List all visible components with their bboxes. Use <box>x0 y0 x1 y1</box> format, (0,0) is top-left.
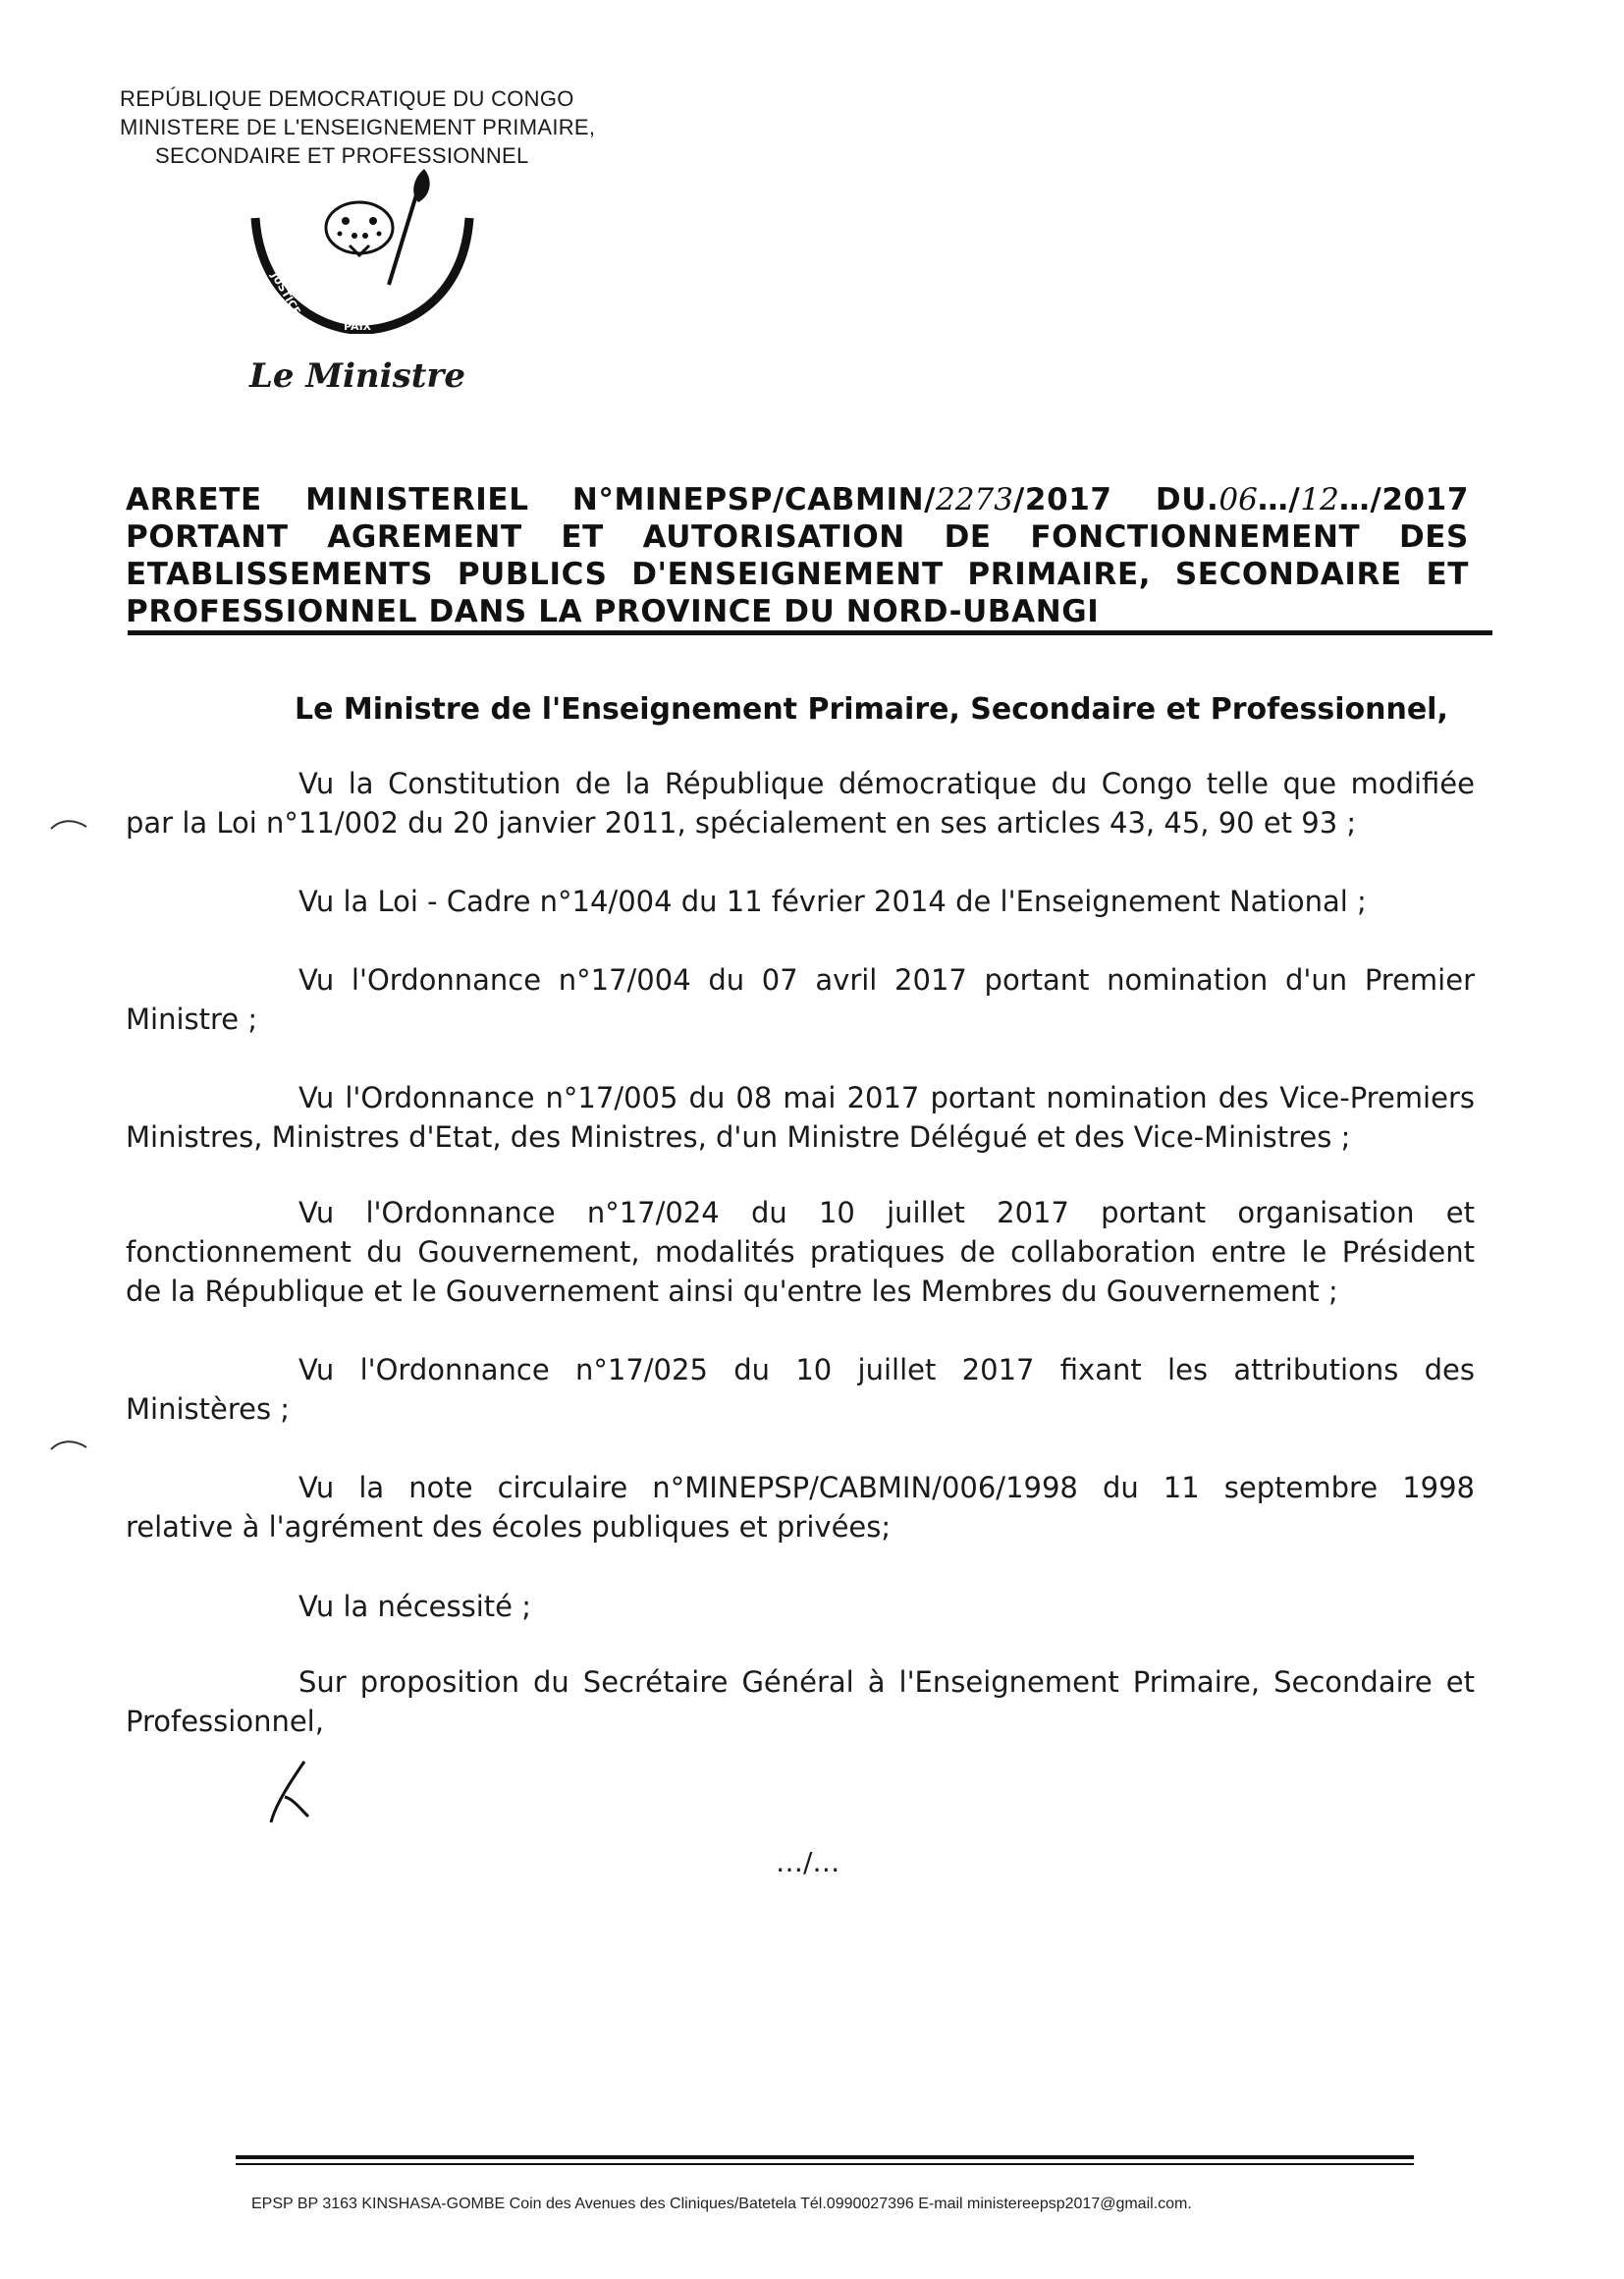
title-line-3: ETABLISSEMENTS PUBLICS D'ENSEIGNEMENT PRIMAIRE, SECONDAIRE ET <box>126 557 1469 592</box>
visa-line: fonctionnement du Gouvernement, modalités pratiques de collaboration entre le Président <box>126 1235 1475 1269</box>
title-underline <box>128 630 1492 635</box>
visa-ordonnance-17-004 <box>126 960 1475 1039</box>
visa-necessite <box>126 1587 1475 1626</box>
visa-note-circulaire <box>126 1468 1475 1546</box>
visa-line: Vu la note circulaire n°MINEPSP/CABMIN/006/1998 du 11 septembre 1998 <box>298 1471 1475 1504</box>
visa-line: Vu l'Ordonnance n°17/004 du 07 avril 2017 portant nomination d'un Premier <box>298 963 1475 997</box>
visa-line: Vu l'Ordonnance n°17/005 du 08 mai 2017 portant nomination des Vice-Premiers <box>298 1081 1475 1114</box>
visa-line: Vu l'Ordonnance n°17/025 du 10 juillet 2017 fixant les attributions des <box>298 1353 1475 1386</box>
visa-line: de la République et le Gouvernement ainsi qu'entre les Membres du Gouvernement ; <box>126 1275 1338 1308</box>
margin-punch-mark <box>49 1438 88 1453</box>
footer-rule-thin <box>236 2163 1414 2165</box>
visa-loi-cadre <box>126 882 1475 921</box>
title-line-4: PROFESSIONNEL DANS LA PROVINCE DU NORD-UBANGI <box>126 594 1100 629</box>
footer-rule <box>236 2155 1414 2159</box>
decree-title <box>126 481 1469 630</box>
visa-line: par la Loi n°11/002 du 20 janvier 2011, spécialement en ses articles 43, 45, 90 et 93 ; <box>126 806 1357 840</box>
visa-line: Vu l'Ordonnance n°17/024 du 10 juillet 2017 portant organisation et <box>298 1196 1475 1229</box>
decree-year: …/2017 <box>1338 482 1469 517</box>
visa-line: Ministères ; <box>126 1392 291 1426</box>
decree-number-handwritten: 2273 <box>936 482 1013 517</box>
footer-contact: EPSP BP 3163 KINSHASA-GOMBE Coin des Avenues des Cliniques/Batetela Tél.0990027396 E-mail ministereepsp2017@gmail.com. <box>251 2196 1192 2212</box>
margin-punch-mark <box>49 817 88 833</box>
visa-line: Ministre ; <box>126 1003 258 1036</box>
title-line-1 <box>126 481 1469 518</box>
decree-month-handwritten: 12 <box>1300 482 1339 517</box>
visa-line: Vu la Constitution de la République démocratique du Congo telle que modifiée <box>298 767 1475 800</box>
minister-heading: Le Ministre de l'Enseignement Primaire, Secondaire et Professionnel, <box>295 692 1448 727</box>
decree-day-handwritten: 06 <box>1218 482 1258 517</box>
decree-ref-mid: /2017 DU. <box>1013 482 1219 517</box>
header-ministry-cont: SECONDAIRE ET PROFESSIONNEL <box>155 143 529 168</box>
coat-of-arms-emblem <box>242 167 483 334</box>
visa-ordonnance-17-024 <box>126 1193 1475 1311</box>
emblem-motto-bottom: PAIX <box>344 320 372 333</box>
emblem-motto-left: JUSTICE <box>268 270 303 318</box>
paraph-initial-mark <box>265 1758 314 1826</box>
header-country: REPÚBLIQUE DEMOCRATIQUE DU CONGO <box>120 86 574 111</box>
decree-ref-prefix: ARRETE MINISTERIEL N°MINEPSP/CABMIN/ <box>126 482 937 517</box>
emblem-motto-right: TRAVAIL <box>425 242 462 293</box>
visa-line: Vu la nécessité ; <box>298 1590 531 1623</box>
title-line-2: PORTANT AGREMENT ET AUTORISATION DE FONCTIONNEMENT DES <box>126 519 1469 555</box>
visa-constitution <box>126 764 1475 842</box>
visa-ordonnance-17-005 <box>126 1078 1475 1157</box>
office-title: Le Ministre <box>249 356 465 396</box>
visa-line: Ministres, Ministres d'Etat, des Ministres, d'un Ministre Délégué et des Vice-Ministres ; <box>126 1120 1351 1154</box>
visa-line: relative à l'agrément des écoles publiques et privées; <box>126 1510 892 1544</box>
visa-line: Sur proposition du Secrétaire Général à l'Enseignement Primaire, Secondaire et <box>298 1665 1475 1699</box>
visa-line: Professionnel, <box>126 1705 324 1738</box>
page-continuation-mark: …/… <box>776 1846 840 1878</box>
visa-ordonnance-17-025 <box>126 1350 1475 1429</box>
decree-date-sep: …/ <box>1257 482 1301 517</box>
header-ministry: MINISTERE DE L'ENSEIGNEMENT PRIMAIRE, <box>120 115 596 139</box>
visa-proposition <box>126 1662 1475 1741</box>
visa-line: Vu la Loi - Cadre n°14/004 du 11 février 2014 de l'Enseignement National ; <box>298 885 1367 918</box>
